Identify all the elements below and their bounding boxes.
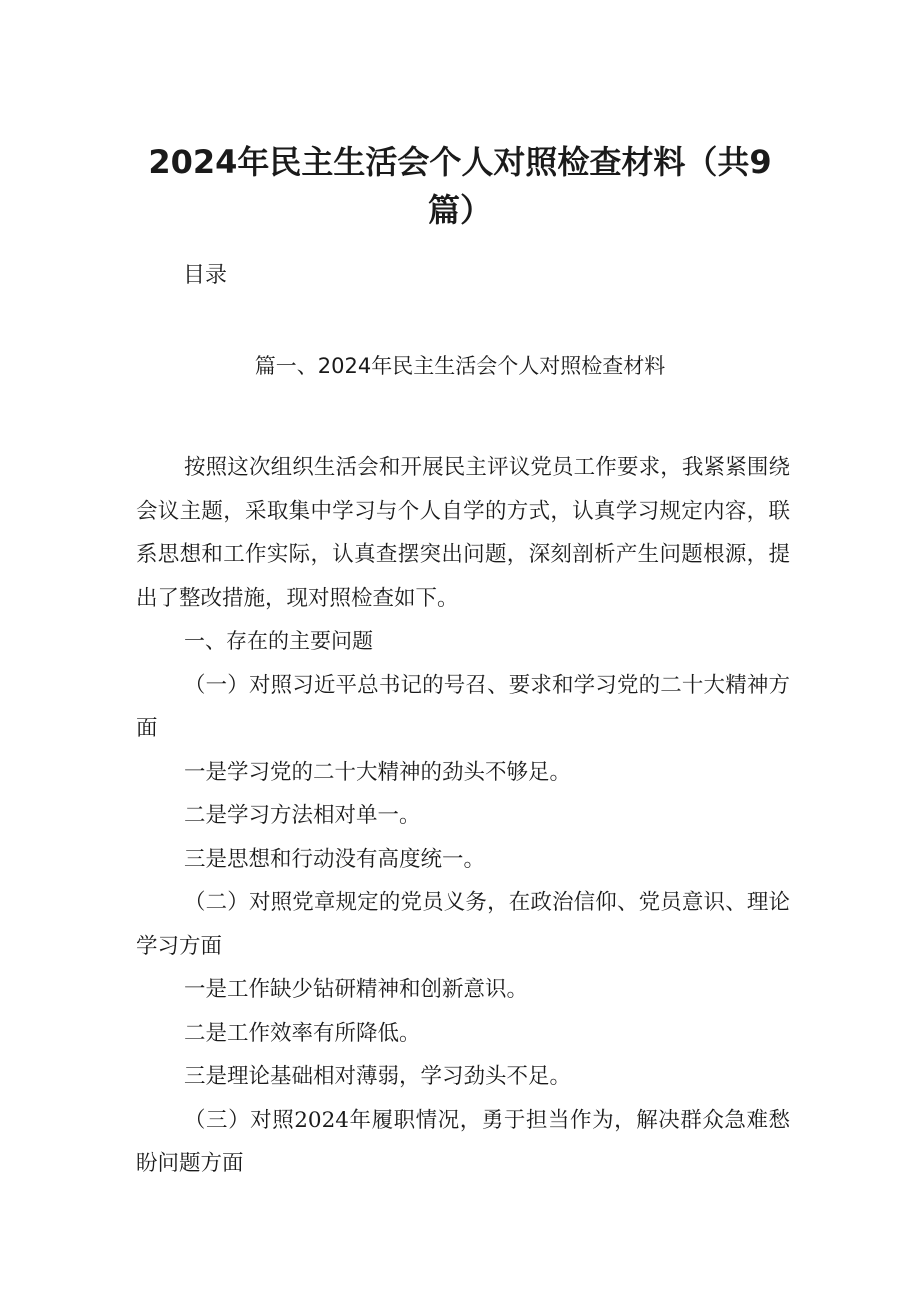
list-item: 二是学习方法相对单一。 — [184, 803, 421, 828]
subsection-heading: （二）对照党章规定的党员义务，在政治信仰、党员意识、理论学习方面 — [136, 890, 790, 959]
title-line-1: 2024年民主生活会个人对照检查材料（共9 — [148, 143, 772, 181]
list-item: 三是理论基础相对薄弱，学习劲头不足。 — [184, 1064, 572, 1089]
title-line-2: 篇） — [427, 191, 492, 229]
list-item: 一是工作缺少钻研精神和创新意识。 — [184, 977, 529, 1002]
section-heading: 一、存在的主要问题 — [184, 629, 373, 653]
subsection-heading: （一）对照习近平总书记的号召、要求和学习党的二十大精神方面 — [136, 672, 790, 741]
document-body — [136, 446, 790, 1186]
chapter-title: 篇一、2024年民主生活会个人对照检查材料 — [254, 354, 666, 378]
list-item: 三是思想和行动没有高度统一。 — [184, 846, 486, 872]
toc-label: 目录 — [183, 263, 228, 288]
subsection-heading: （三）对照2024年履职情况，勇于担当作为，解决群众急难愁盼问题方面 — [136, 1107, 790, 1176]
document-title — [120, 138, 800, 234]
list-item: 一是学习党的二十大精神的劲头不够足。 — [184, 759, 572, 785]
list-item: 二是工作效率有所降低。 — [184, 1020, 421, 1046]
intro-paragraph: 按照这次组织生活会和开展民主评议党员工作要求，我紧紧围绕会议主题，采取集中学习与个人自学的方式，认真学习规定内容，联系思想和工作实际，认真查摆突出问题，深刻剖析产生问题根源，提出了整改措施，现对照检查如下。 — [136, 455, 790, 611]
